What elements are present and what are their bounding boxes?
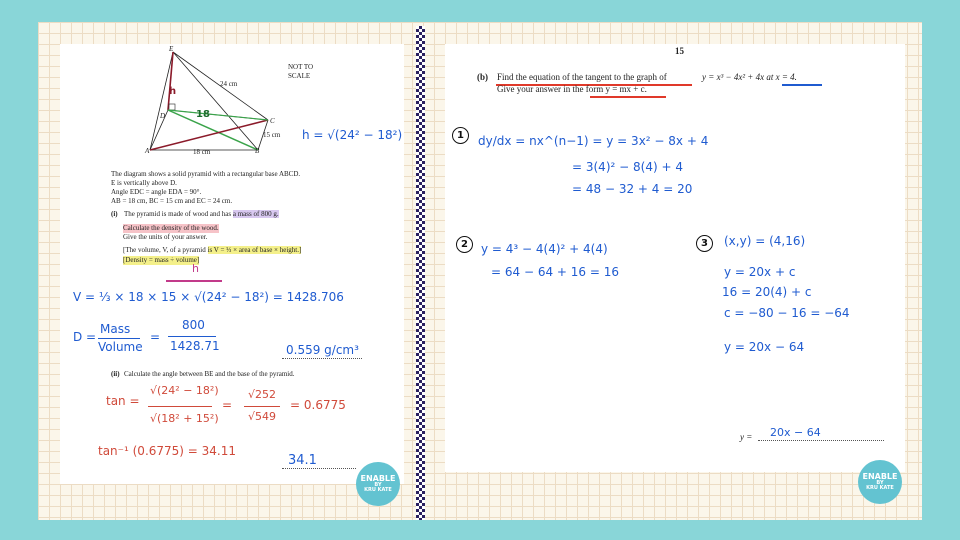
answer-line-ii [282,468,356,469]
hw-equals-1: = [150,330,161,344]
q-i-hint-volume [123,246,301,255]
q-i-task: Calculate the density of the wood. [123,224,219,232]
hw-tan-numerator: √(24² − 18²) [150,384,219,397]
badge-left-line2: BY [374,481,382,488]
badge-left-line3: KRU KATE [364,487,392,494]
not-to-scale-line1: NOT TO [288,63,314,71]
step-3-line-5: y = 20x − 64 [724,340,805,354]
q-i-text [124,210,279,219]
desc-line-1: The diagram shows a solid pyramid with a rectangular base ABCD. [111,170,301,178]
base-edge-ad [150,110,168,150]
q-b-text-1: Find the equation of the tangent to the graph of [497,72,667,82]
diagonal-db [168,110,258,150]
badge-right-line2: BY [876,479,884,486]
answer-value: 20x − 64 [770,426,821,439]
hw-mass-word: Mass [100,322,131,336]
badge-right-line1: ENABLE [862,471,898,481]
step-2-line-1: y = 4³ − 4(4)² + 4(4) [481,242,608,256]
step-1-line-1: dy/dx = nx^(n−1) = y = 3x² − 8x + 4 [478,134,709,148]
edge-ec-length: 24 cm [220,80,238,88]
q-i-number: (i) [111,210,118,218]
hw-fraction-bar-2 [168,336,216,337]
answer-label: y = [740,432,753,442]
vertex-c-label: C [270,117,275,125]
step-3-line-4: c = −80 − 16 = −64 [724,306,850,320]
hw-1428: 1428.71 [170,339,220,353]
hw-h-formula: h = √(24² − 18²) [302,128,403,142]
q-b-underline-red-2 [590,96,666,98]
badge-left-line1: ENABLE [360,473,396,483]
edge-bc-length: 15 cm [263,131,281,139]
q-i-hint-density: [Density = mass ÷ volume] [123,256,200,264]
q-b-text-2: Give your answer in the form y = mx + c. [497,84,647,94]
hw-bar-252 [244,406,280,407]
answer-line-b [758,440,884,441]
desc-line-4: AB = 18 cm, BC = 15 cm and EC = 24 cm. [111,197,233,205]
q-i-units: Give the units of your answer. [123,233,208,241]
desc-line-3: Angle EDC = angle EDA = 90°. [111,188,202,196]
dc-highlight [168,110,268,120]
hw-volume-line: V = ⅓ × 18 × 15 × √(24² − 18²) = 1428.706 [73,290,344,304]
q-i-hint-formula: is V = ⅓ × area of base × height.] [207,246,302,254]
vertex-a-label: A [145,147,150,155]
hw-tan-bar [148,406,212,407]
enable-badge-left [356,462,400,506]
hw-0-6775: = 0.6775 [290,398,346,412]
pyramid-diagram [140,46,290,158]
hw-sqrt-549: √549 [248,410,277,423]
diagonal-ac [150,120,268,150]
q-ii-number: (ii) [111,370,120,378]
q-b-underline-blue [782,84,822,86]
enable-badge-right [858,460,902,504]
hw-answer-ii: 34.1 [288,453,317,468]
q-i-hint-volume-text: [The volume, V, of a pyramid [123,246,206,254]
desc-line-2: E is vertically above D. [111,179,177,187]
q-i-text-main: The pyramid is made of wood and has [124,210,232,218]
answer-line-i [282,358,362,359]
right-angle-mark [169,104,175,110]
step-3-line-3: 16 = 20(4) + c [722,285,812,299]
hw-volume-word: Volume [98,340,143,354]
q-ii-text: Calculate the angle between BE and the base of the pyramid. [124,370,295,378]
right-page [445,44,905,472]
hw-800: 800 [182,318,205,332]
step-2-line-2: = 64 − 64 + 16 = 16 [491,265,619,279]
vertex-d-label: D [160,112,166,120]
notebook-binding [416,26,425,520]
step-1-line-3: = 48 − 32 + 4 = 20 [572,182,693,196]
hw-sqrt-252: √252 [248,388,277,401]
hw-tan: tan = [106,394,140,408]
not-to-scale-line2: SCALE [288,72,311,80]
edge-ed-height [168,52,173,110]
hw-tan-denominator: √(18² + 15²) [150,412,219,425]
edge-eb [173,52,258,150]
step-1-line-2: = 3(4)² − 8(4) + 4 [572,160,683,174]
q-i-mass-highlight: a mass of 800 g. [232,210,279,218]
q-b-equation: y = x³ − 4x² + 4x at x = 4. [702,72,797,82]
vertex-b-label: B [255,147,260,155]
vertex-e-label: E [169,45,174,53]
hw-arctan: tan⁻¹ (0.6775) = 34.11 [98,444,237,458]
step-3-line-1: (x,y) = (4,16) [724,234,806,248]
step-3-marker: 3 [696,235,713,252]
step-2-marker: 2 [456,236,473,253]
hw-height-label: h [169,86,177,97]
page-number: 15 [675,46,684,56]
step-1-marker: 1 [452,127,469,144]
hw-answer-i: 0.559 g/cm³ [286,343,359,357]
badge-right-line3: KRU KATE [866,485,894,492]
hw-equals-2: = [222,398,233,412]
q-b-label: (b) [477,72,488,82]
hw-h-bracket [166,280,222,282]
hw-density-d: D = [73,330,97,344]
hw-fraction-bar-1 [98,338,140,339]
hw-18-label: 18 [196,109,210,120]
edge-ab-length: 18 cm [193,148,211,156]
hw-h-above: h [192,262,199,275]
step-3-line-2: y = 20x + c [724,265,796,279]
